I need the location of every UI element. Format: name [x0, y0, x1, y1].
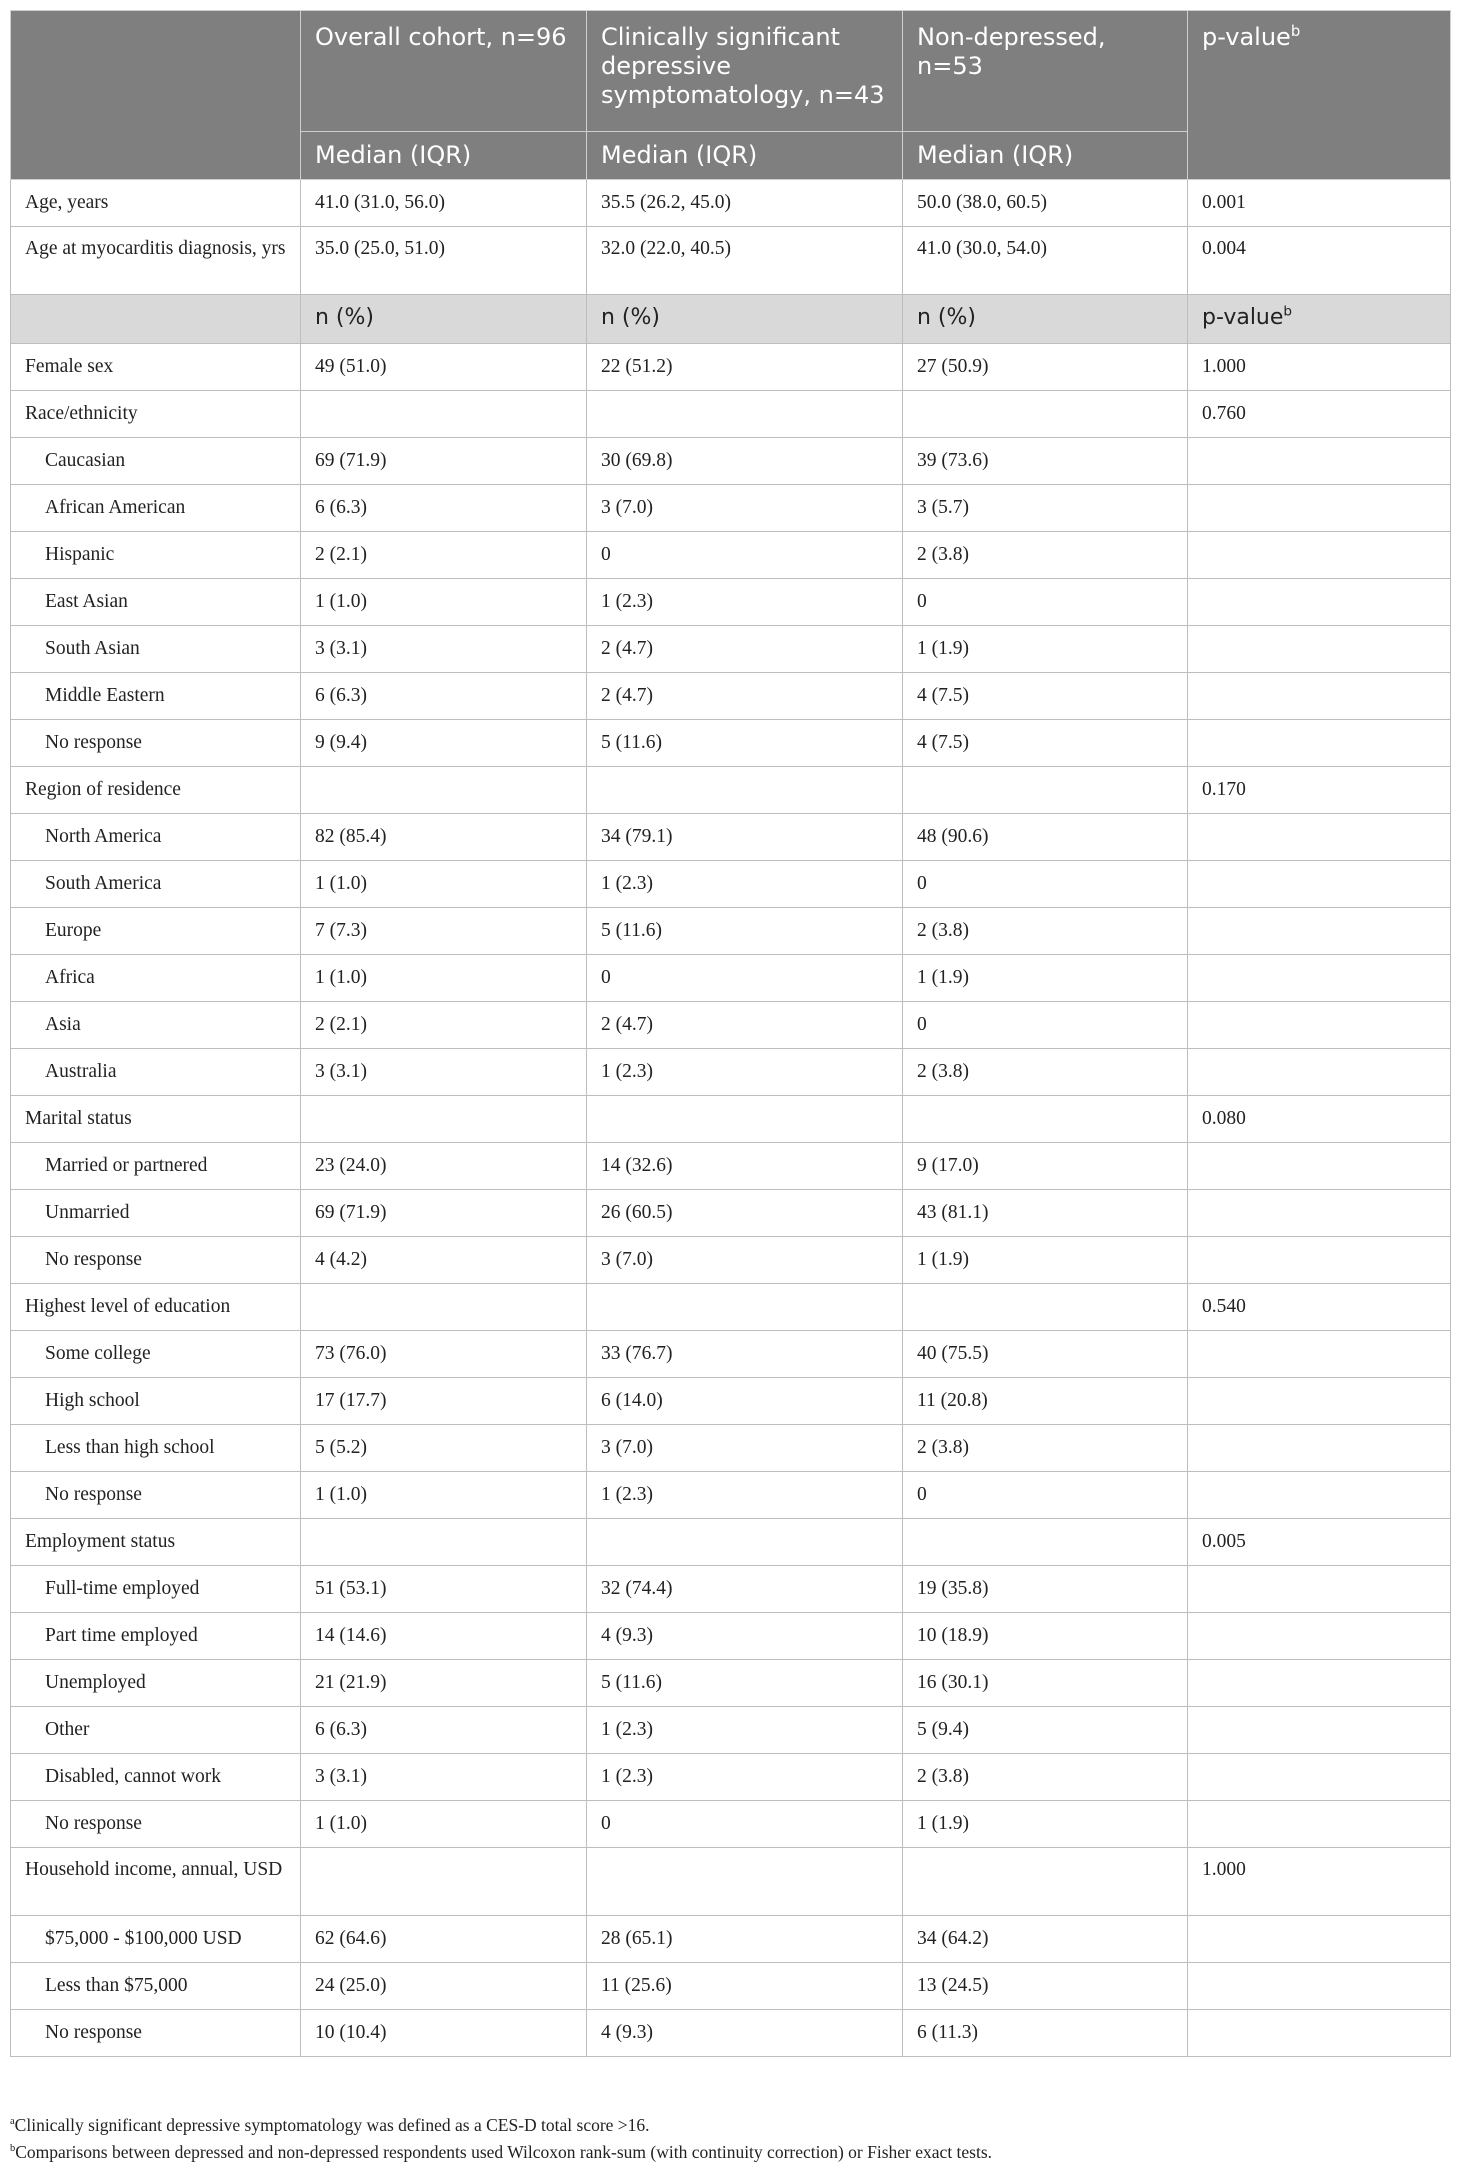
row-label: Unemployed	[11, 1660, 301, 1707]
footnote-a-text: Clinically significant depressive symptomatology was defined as a CES-D total score >16.	[14, 2115, 650, 2135]
row-label: Age at myocarditis diagnosis, yrs	[11, 227, 301, 295]
cell-p-value	[1188, 1963, 1451, 2010]
cell-overall: 41.0 (31.0, 56.0)	[301, 180, 587, 227]
header-non-depressed: Non-depressed, n=53	[903, 11, 1188, 132]
cell-p-value	[1188, 673, 1451, 720]
table-row	[11, 1284, 1451, 1331]
row-label: Household income, annual, USD	[11, 1848, 301, 1916]
cell-non-depressed: 5 (9.4)	[903, 1707, 1188, 1754]
row-label: Age, years	[11, 180, 301, 227]
row-label: Some college	[11, 1331, 301, 1378]
cell-non-depressed: 4 (7.5)	[903, 673, 1188, 720]
table-row	[11, 1916, 1451, 1963]
table-row	[11, 1237, 1451, 1284]
cell-non-depressed: 48 (90.6)	[903, 814, 1188, 861]
footnote-b-marker: b	[10, 2143, 16, 2155]
subheader-non-depressed: n (%)	[903, 295, 1188, 344]
cell-p-value: 0.001	[1188, 180, 1451, 227]
cell-depressed: 1 (2.3)	[587, 861, 903, 908]
row-label: Marital status	[11, 1096, 301, 1143]
cell-non-depressed: 34 (64.2)	[903, 1916, 1188, 1963]
row-label: No response	[11, 1801, 301, 1848]
cell-overall: 1 (1.0)	[301, 579, 587, 626]
cell-p-value	[1188, 1049, 1451, 1096]
table-row	[11, 1049, 1451, 1096]
cell-depressed: 32 (74.4)	[587, 1566, 903, 1613]
row-label: Hispanic	[11, 532, 301, 579]
cell-p-value	[1188, 1916, 1451, 1963]
demographics-table-container	[10, 10, 1450, 2057]
demographics-table	[10, 10, 1451, 2057]
cell-p-value	[1188, 1566, 1451, 1613]
cell-p-value	[1188, 1425, 1451, 1472]
cell-overall	[301, 391, 587, 438]
table-row	[11, 720, 1451, 767]
cell-p-value	[1188, 955, 1451, 1002]
cell-depressed: 14 (32.6)	[587, 1143, 903, 1190]
cell-overall	[301, 1096, 587, 1143]
cell-depressed: 4 (9.3)	[587, 2010, 903, 2057]
cell-non-depressed: 50.0 (38.0, 60.5)	[903, 180, 1188, 227]
cell-overall: 82 (85.4)	[301, 814, 587, 861]
table-row	[11, 485, 1451, 532]
table-row	[11, 1331, 1451, 1378]
cell-depressed: 1 (2.3)	[587, 1049, 903, 1096]
cell-non-depressed: 0	[903, 861, 1188, 908]
cell-overall: 51 (53.1)	[301, 1566, 587, 1613]
cell-overall: 62 (64.6)	[301, 1916, 587, 1963]
table-row	[11, 1096, 1451, 1143]
cell-overall: 1 (1.0)	[301, 955, 587, 1002]
cell-p-value	[1188, 861, 1451, 908]
cell-non-depressed	[903, 1848, 1188, 1916]
cell-p-value	[1188, 485, 1451, 532]
subheader-p-value-text: p-value	[1202, 305, 1284, 330]
cell-depressed: 5 (11.6)	[587, 1660, 903, 1707]
cell-non-depressed: 19 (35.8)	[903, 1566, 1188, 1613]
cell-depressed: 3 (7.0)	[587, 1425, 903, 1472]
cell-depressed	[587, 767, 903, 814]
row-label: Full-time employed	[11, 1566, 301, 1613]
cell-overall: 73 (76.0)	[301, 1331, 587, 1378]
footnote-marker-b: b	[1283, 303, 1293, 320]
cell-depressed: 0	[587, 955, 903, 1002]
cell-overall: 10 (10.4)	[301, 2010, 587, 2057]
cell-depressed: 33 (76.7)	[587, 1331, 903, 1378]
table-row	[11, 532, 1451, 579]
cell-p-value: 0.540	[1188, 1284, 1451, 1331]
header-p-value-text: p-value	[1202, 23, 1291, 51]
cell-non-depressed	[903, 1284, 1188, 1331]
cell-non-depressed: 2 (3.8)	[903, 908, 1188, 955]
cell-overall: 35.0 (25.0, 51.0)	[301, 227, 587, 295]
table-row	[11, 579, 1451, 626]
table-row	[11, 673, 1451, 720]
cell-p-value	[1188, 1378, 1451, 1425]
cell-non-depressed: 40 (75.5)	[903, 1331, 1188, 1378]
cell-non-depressed: 3 (5.7)	[903, 485, 1188, 532]
table-row	[11, 767, 1451, 814]
cell-p-value	[1188, 1190, 1451, 1237]
cell-non-depressed: 13 (24.5)	[903, 1963, 1188, 2010]
cell-p-value	[1188, 1002, 1451, 1049]
cell-depressed: 11 (25.6)	[587, 1963, 903, 2010]
cell-depressed: 0	[587, 532, 903, 579]
table-row	[11, 1707, 1451, 1754]
cell-p-value: 0.170	[1188, 767, 1451, 814]
footnote-marker-b: b	[1290, 22, 1301, 40]
cell-p-value	[1188, 908, 1451, 955]
cell-p-value: 0.080	[1188, 1096, 1451, 1143]
cell-non-depressed: 1 (1.9)	[903, 626, 1188, 673]
cell-overall: 23 (24.0)	[301, 1143, 587, 1190]
row-label: Less than high school	[11, 1425, 301, 1472]
table-row	[11, 955, 1451, 1002]
cell-non-depressed: 1 (1.9)	[903, 1801, 1188, 1848]
cell-overall: 2 (2.1)	[301, 1002, 587, 1049]
cell-overall: 1 (1.0)	[301, 1472, 587, 1519]
cell-overall: 6 (6.3)	[301, 1707, 587, 1754]
subheader-overall: n (%)	[301, 295, 587, 344]
row-label: Middle Eastern	[11, 673, 301, 720]
cell-overall: 49 (51.0)	[301, 344, 587, 391]
cell-non-depressed: 10 (18.9)	[903, 1613, 1188, 1660]
header-depressed: Clinically significant depressive symptomatology, n=43	[587, 11, 903, 132]
row-label: Highest level of education	[11, 1284, 301, 1331]
cell-p-value	[1188, 2010, 1451, 2057]
cell-overall: 3 (3.1)	[301, 1049, 587, 1096]
header-p-value	[1188, 11, 1451, 180]
row-label: No response	[11, 2010, 301, 2057]
cell-overall	[301, 1284, 587, 1331]
cell-p-value: 1.000	[1188, 1848, 1451, 1916]
row-label: East Asian	[11, 579, 301, 626]
row-label: Other	[11, 1707, 301, 1754]
table-row	[11, 861, 1451, 908]
cell-non-depressed: 0	[903, 1472, 1188, 1519]
cell-depressed	[587, 1284, 903, 1331]
cell-overall: 3 (3.1)	[301, 626, 587, 673]
table-row	[11, 1801, 1451, 1848]
row-label: High school	[11, 1378, 301, 1425]
cell-depressed: 3 (7.0)	[587, 1237, 903, 1284]
header-label-column	[11, 11, 301, 180]
cell-non-depressed: 11 (20.8)	[903, 1378, 1188, 1425]
cell-depressed: 35.5 (26.2, 45.0)	[587, 180, 903, 227]
subheader-label	[11, 295, 301, 344]
cell-non-depressed: 16 (30.1)	[903, 1660, 1188, 1707]
cell-p-value: 0.004	[1188, 227, 1451, 295]
cell-p-value	[1188, 1331, 1451, 1378]
cell-depressed: 1 (2.3)	[587, 579, 903, 626]
row-label: Unmarried	[11, 1190, 301, 1237]
table-row	[11, 1754, 1451, 1801]
cell-depressed: 26 (60.5)	[587, 1190, 903, 1237]
cell-p-value	[1188, 579, 1451, 626]
table-row	[11, 1848, 1451, 1916]
cell-non-depressed: 2 (3.8)	[903, 1754, 1188, 1801]
cell-p-value	[1188, 532, 1451, 579]
cell-overall: 5 (5.2)	[301, 1425, 587, 1472]
cell-overall: 17 (17.7)	[301, 1378, 587, 1425]
cell-depressed: 5 (11.6)	[587, 720, 903, 767]
cell-depressed: 22 (51.2)	[587, 344, 903, 391]
cell-depressed: 2 (4.7)	[587, 673, 903, 720]
cell-p-value	[1188, 1143, 1451, 1190]
cell-overall: 6 (6.3)	[301, 673, 587, 720]
table-row	[11, 2010, 1451, 2057]
row-label: Race/ethnicity	[11, 391, 301, 438]
cell-depressed: 0	[587, 1801, 903, 1848]
cell-depressed: 6 (14.0)	[587, 1378, 903, 1425]
row-label: South America	[11, 861, 301, 908]
table-row	[11, 1378, 1451, 1425]
cell-p-value	[1188, 1660, 1451, 1707]
cell-p-value	[1188, 1237, 1451, 1284]
row-label: North America	[11, 814, 301, 861]
row-label: African American	[11, 485, 301, 532]
row-label: Australia	[11, 1049, 301, 1096]
cell-non-depressed: 2 (3.8)	[903, 1049, 1188, 1096]
cell-depressed: 30 (69.8)	[587, 438, 903, 485]
row-label: South Asian	[11, 626, 301, 673]
cell-non-depressed: 0	[903, 579, 1188, 626]
cell-overall: 7 (7.3)	[301, 908, 587, 955]
table-row	[11, 1660, 1451, 1707]
cell-non-depressed: 0	[903, 1002, 1188, 1049]
subheader-row	[11, 295, 1451, 344]
row-label: Asia	[11, 1002, 301, 1049]
table-row	[11, 814, 1451, 861]
row-label: Female sex	[11, 344, 301, 391]
cell-non-depressed	[903, 1519, 1188, 1566]
table-row	[11, 1519, 1451, 1566]
cell-non-depressed: 6 (11.3)	[903, 2010, 1188, 2057]
cell-overall	[301, 1848, 587, 1916]
footnote-a-marker: a	[10, 2116, 15, 2128]
row-label: Less than $75,000	[11, 1963, 301, 2010]
table-row	[11, 626, 1451, 673]
footnotes	[10, 2112, 1450, 2166]
cell-p-value: 0.005	[1188, 1519, 1451, 1566]
cell-non-depressed	[903, 391, 1188, 438]
cell-p-value	[1188, 626, 1451, 673]
row-label: Part time employed	[11, 1613, 301, 1660]
table-row-age-at-diagnosis	[11, 227, 1451, 295]
table-row	[11, 391, 1451, 438]
footnote-b	[10, 2139, 1450, 2166]
subheader-depressed: n (%)	[587, 295, 903, 344]
cell-overall: 1 (1.0)	[301, 1801, 587, 1848]
cell-non-depressed	[903, 767, 1188, 814]
table-row	[11, 344, 1451, 391]
cell-non-depressed: 1 (1.9)	[903, 955, 1188, 1002]
cell-overall: 69 (71.9)	[301, 1190, 587, 1237]
cell-p-value	[1188, 1472, 1451, 1519]
table-row	[11, 1963, 1451, 2010]
cell-depressed	[587, 1519, 903, 1566]
table-row	[11, 1143, 1451, 1190]
cell-depressed: 32.0 (22.0, 40.5)	[587, 227, 903, 295]
row-label: No response	[11, 720, 301, 767]
cell-non-depressed	[903, 1096, 1188, 1143]
row-label: Disabled, cannot work	[11, 1754, 301, 1801]
cell-overall: 14 (14.6)	[301, 1613, 587, 1660]
row-label: No response	[11, 1237, 301, 1284]
cell-depressed: 34 (79.1)	[587, 814, 903, 861]
footnote-a	[10, 2112, 1450, 2139]
cell-overall: 3 (3.1)	[301, 1754, 587, 1801]
cell-overall: 21 (21.9)	[301, 1660, 587, 1707]
cell-depressed: 1 (2.3)	[587, 1472, 903, 1519]
cell-p-value	[1188, 720, 1451, 767]
cell-non-depressed: 43 (81.1)	[903, 1190, 1188, 1237]
table-row	[11, 1425, 1451, 1472]
table-row	[11, 908, 1451, 955]
cell-overall: 9 (9.4)	[301, 720, 587, 767]
cell-depressed: 4 (9.3)	[587, 1613, 903, 1660]
cell-overall: 24 (25.0)	[301, 1963, 587, 2010]
cell-non-depressed: 1 (1.9)	[903, 1237, 1188, 1284]
row-label: $75,000 - $100,000 USD	[11, 1916, 301, 1963]
cell-overall	[301, 1519, 587, 1566]
table-row	[11, 1002, 1451, 1049]
table-row	[11, 438, 1451, 485]
cell-non-depressed: 39 (73.6)	[903, 438, 1188, 485]
row-label: Employment status	[11, 1519, 301, 1566]
cell-overall: 4 (4.2)	[301, 1237, 587, 1284]
row-label: Africa	[11, 955, 301, 1002]
cell-non-depressed: 9 (17.0)	[903, 1143, 1188, 1190]
cell-depressed: 1 (2.3)	[587, 1707, 903, 1754]
footnote-b-text: Comparisons between depressed and non-depressed respondents used Wilcoxon rank-sum (with continuity correction) or Fisher exact tests.	[15, 2142, 993, 2162]
row-label: Europe	[11, 908, 301, 955]
cell-p-value	[1188, 814, 1451, 861]
header-median-depressed: Median (IQR)	[587, 132, 903, 180]
cell-p-value	[1188, 1754, 1451, 1801]
cell-depressed: 1 (2.3)	[587, 1754, 903, 1801]
cell-p-value	[1188, 1613, 1451, 1660]
cell-overall	[301, 767, 587, 814]
cell-p-value	[1188, 1801, 1451, 1848]
row-label: Married or partnered	[11, 1143, 301, 1190]
row-label: Region of residence	[11, 767, 301, 814]
cell-non-depressed: 2 (3.8)	[903, 1425, 1188, 1472]
table-row	[11, 1190, 1451, 1237]
cell-overall: 6 (6.3)	[301, 485, 587, 532]
cell-non-depressed: 41.0 (30.0, 54.0)	[903, 227, 1188, 295]
header-overall-cohort: Overall cohort, n=96	[301, 11, 587, 132]
table-row	[11, 1613, 1451, 1660]
cell-overall: 69 (71.9)	[301, 438, 587, 485]
cell-overall: 1 (1.0)	[301, 861, 587, 908]
cell-p-value	[1188, 438, 1451, 485]
header-row	[11, 11, 1451, 132]
cell-non-depressed: 4 (7.5)	[903, 720, 1188, 767]
cell-overall: 2 (2.1)	[301, 532, 587, 579]
table-row-age	[11, 180, 1451, 227]
cell-depressed: 28 (65.1)	[587, 1916, 903, 1963]
header-median-overall: Median (IQR)	[301, 132, 587, 180]
header-median-non-depressed: Median (IQR)	[903, 132, 1188, 180]
cell-depressed: 3 (7.0)	[587, 485, 903, 532]
cell-p-value: 1.000	[1188, 344, 1451, 391]
cell-p-value	[1188, 1707, 1451, 1754]
cell-depressed: 2 (4.7)	[587, 1002, 903, 1049]
cell-depressed	[587, 1096, 903, 1143]
table-row	[11, 1566, 1451, 1613]
row-label: Caucasian	[11, 438, 301, 485]
row-label: No response	[11, 1472, 301, 1519]
subheader-p-value	[1188, 295, 1451, 344]
cell-depressed	[587, 391, 903, 438]
table-row	[11, 1472, 1451, 1519]
cell-depressed: 5 (11.6)	[587, 908, 903, 955]
cell-p-value: 0.760	[1188, 391, 1451, 438]
cell-depressed	[587, 1848, 903, 1916]
cell-non-depressed: 2 (3.8)	[903, 532, 1188, 579]
cell-non-depressed: 27 (50.9)	[903, 344, 1188, 391]
cell-depressed: 2 (4.7)	[587, 626, 903, 673]
